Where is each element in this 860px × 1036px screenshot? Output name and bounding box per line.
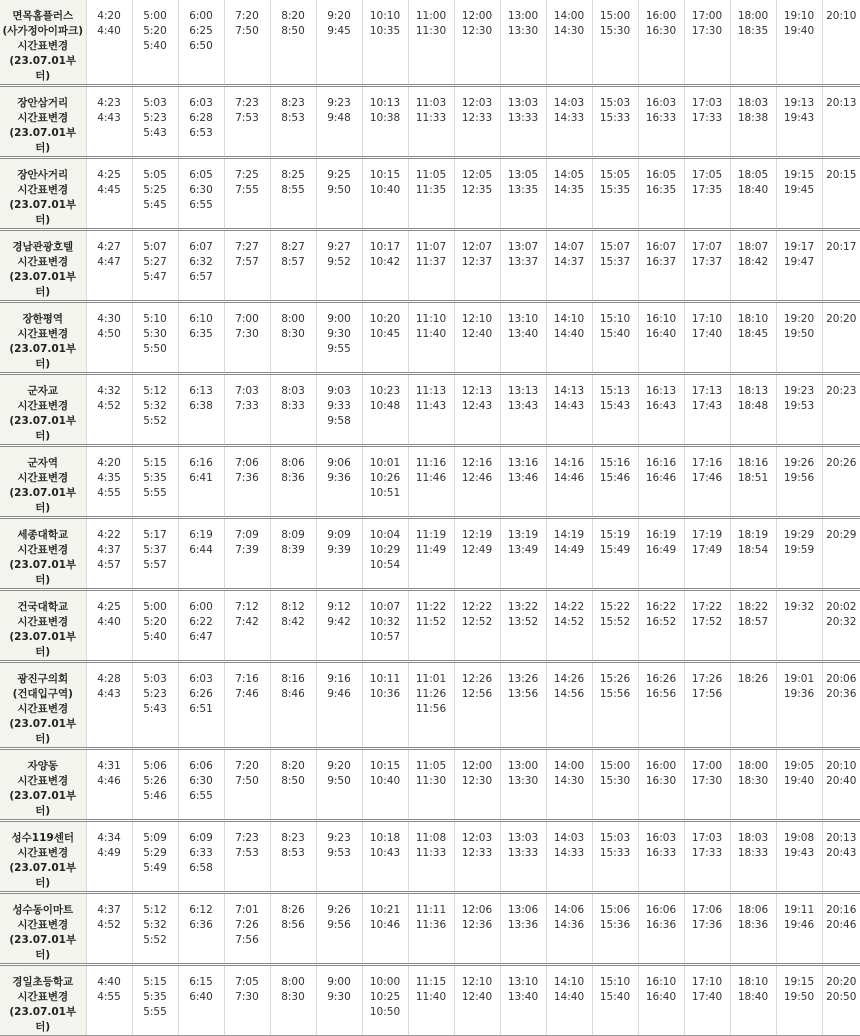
departure-time-cell: 18:06 18:36 (730, 893, 776, 965)
departure-time-cell: 4:34 4:49 (86, 821, 132, 893)
timetable-row (0, 230, 860, 302)
departure-time-cell: 12:03 12:33 (454, 821, 500, 893)
stop-name-cell: 자양동 시간표변경 (23.07.01부터) (0, 749, 86, 821)
timetable-row (0, 893, 860, 965)
departure-time-cell: 18:03 18:33 (730, 821, 776, 893)
departure-time-cell: 20:20 20:50 (822, 965, 860, 1036)
departure-time-cell: 13:13 13:43 (500, 374, 546, 446)
departure-time-cell: 5:09 5:29 5:49 (132, 821, 178, 893)
departure-time-cell: 18:03 18:38 (730, 86, 776, 158)
departure-time-cell: 6:15 6:40 (178, 965, 224, 1036)
departure-time-cell: 7:00 7:30 (224, 302, 270, 374)
departure-time-cell: 5:12 5:32 5:52 (132, 374, 178, 446)
departure-time-cell: 11:05 11:30 (408, 749, 454, 821)
departure-time-cell: 14:03 14:33 (546, 821, 592, 893)
departure-time-cell: 5:10 5:30 5:50 (132, 302, 178, 374)
departure-time-cell: 9:23 9:53 (316, 821, 362, 893)
departure-time-cell: 12:03 12:33 (454, 86, 500, 158)
departure-time-cell: 13:03 13:33 (500, 86, 546, 158)
departure-time-cell: 15:03 15:33 (592, 821, 638, 893)
departure-time-cell: 10:00 10:25 10:50 (362, 965, 408, 1036)
departure-time-cell: 6:16 6:41 (178, 446, 224, 518)
departure-time-cell: 18:19 18:54 (730, 518, 776, 590)
departure-time-cell: 16:16 16:46 (638, 446, 684, 518)
departure-time-cell: 15:06 15:36 (592, 893, 638, 965)
departure-time-cell: 4:30 4:50 (86, 302, 132, 374)
departure-time-cell: 5:00 5:20 5:40 (132, 0, 178, 86)
departure-time-cell: 18:22 18:57 (730, 590, 776, 662)
departure-time-cell: 11:08 11:33 (408, 821, 454, 893)
departure-time-cell: 18:13 18:48 (730, 374, 776, 446)
stop-name-cell: 장안사거리 시간표변경 (23.07.01부터) (0, 158, 86, 230)
departure-time-cell: 10:04 10:29 10:54 (362, 518, 408, 590)
departure-time-cell: 6:00 6:22 6:47 (178, 590, 224, 662)
departure-time-cell: 19:15 19:45 (776, 158, 822, 230)
departure-time-cell: 14:07 14:37 (546, 230, 592, 302)
timetable-row (0, 302, 860, 374)
timetable-row (0, 662, 860, 749)
departure-time-cell: 9:23 9:48 (316, 86, 362, 158)
departure-time-cell: 13:26 13:56 (500, 662, 546, 749)
departure-time-cell: 8:09 8:39 (270, 518, 316, 590)
departure-time-cell: 17:13 17:43 (684, 374, 730, 446)
departure-time-cell: 5:03 5:23 5:43 (132, 86, 178, 158)
stop-name-cell: 경남관광호텔 시간표변경 (23.07.01부터) (0, 230, 86, 302)
departure-time-cell: 14:22 14:52 (546, 590, 592, 662)
departure-time-cell: 11:13 11:43 (408, 374, 454, 446)
departure-time-cell: 8:25 8:55 (270, 158, 316, 230)
departure-time-cell: 11:10 11:40 (408, 302, 454, 374)
stop-name-cell: 세종대학교 시간표변경 (23.07.01부터) (0, 518, 86, 590)
departure-time-cell: 12:16 12:46 (454, 446, 500, 518)
departure-time-cell: 17:16 17:46 (684, 446, 730, 518)
departure-time-cell: 14:26 14:56 (546, 662, 592, 749)
departure-time-cell: 17:07 17:37 (684, 230, 730, 302)
departure-time-cell: 20:10 20:40 (822, 749, 860, 821)
departure-time-cell: 18:16 18:51 (730, 446, 776, 518)
departure-time-cell: 16:13 16:43 (638, 374, 684, 446)
departure-time-cell: 18:07 18:42 (730, 230, 776, 302)
departure-time-cell: 12:00 12:30 (454, 749, 500, 821)
departure-time-cell: 9:00 9:30 (316, 965, 362, 1036)
departure-time-cell: 6:10 6:35 (178, 302, 224, 374)
departure-time-cell: 15:22 15:52 (592, 590, 638, 662)
departure-time-cell: 13:19 13:49 (500, 518, 546, 590)
departure-time-cell: 11:07 11:37 (408, 230, 454, 302)
timetable-row (0, 86, 860, 158)
departure-time-cell: 6:03 6:28 6:53 (178, 86, 224, 158)
departure-time-cell: 15:26 15:56 (592, 662, 638, 749)
departure-time-cell: 15:16 15:46 (592, 446, 638, 518)
departure-time-cell: 15:07 15:37 (592, 230, 638, 302)
departure-time-cell: 5:15 5:35 5:55 (132, 446, 178, 518)
departure-time-cell: 6:00 6:25 6:50 (178, 0, 224, 86)
departure-time-cell: 20:02 20:32 (822, 590, 860, 662)
departure-time-cell: 19:26 19:56 (776, 446, 822, 518)
departure-time-cell: 4:32 4:52 (86, 374, 132, 446)
departure-time-cell: 20:13 (822, 86, 860, 158)
departure-time-cell: 4:40 4:55 (86, 965, 132, 1036)
departure-time-cell: 16:07 16:37 (638, 230, 684, 302)
departure-time-cell: 6:12 6:36 (178, 893, 224, 965)
departure-time-cell: 11:01 11:26 11:56 (408, 662, 454, 749)
departure-time-cell: 19:23 19:53 (776, 374, 822, 446)
departure-time-cell: 19:32 (776, 590, 822, 662)
departure-time-cell: 15:10 15:40 (592, 302, 638, 374)
departure-time-cell: 20:13 20:43 (822, 821, 860, 893)
departure-time-cell: 20:20 (822, 302, 860, 374)
departure-time-cell: 14:13 14:43 (546, 374, 592, 446)
departure-time-cell: 9:20 9:45 (316, 0, 362, 86)
departure-time-cell: 5:05 5:25 5:45 (132, 158, 178, 230)
departure-time-cell: 7:16 7:46 (224, 662, 270, 749)
departure-time-cell: 11:15 11:40 (408, 965, 454, 1036)
departure-time-cell: 16:00 16:30 (638, 749, 684, 821)
departure-time-cell: 18:10 18:45 (730, 302, 776, 374)
departure-time-cell: 12:10 12:40 (454, 302, 500, 374)
departure-time-cell: 5:06 5:26 5:46 (132, 749, 178, 821)
departure-time-cell: 19:13 19:43 (776, 86, 822, 158)
departure-time-cell: 14:03 14:33 (546, 86, 592, 158)
departure-time-cell: 17:03 17:33 (684, 86, 730, 158)
departure-time-cell: 7:23 7:53 (224, 821, 270, 893)
timetable-row (0, 518, 860, 590)
departure-time-cell: 4:25 4:45 (86, 158, 132, 230)
departure-time-cell: 9:12 9:42 (316, 590, 362, 662)
departure-time-cell: 13:05 13:35 (500, 158, 546, 230)
departure-time-cell: 10:23 10:48 (362, 374, 408, 446)
departure-time-cell: 11:11 11:36 (408, 893, 454, 965)
departure-time-cell: 10:13 10:38 (362, 86, 408, 158)
stop-name-cell: 건국대학교 시간표변경 (23.07.01부터) (0, 590, 86, 662)
departure-time-cell: 8:12 8:42 (270, 590, 316, 662)
departure-time-cell: 15:10 15:40 (592, 965, 638, 1036)
departure-time-cell: 7:27 7:57 (224, 230, 270, 302)
departure-time-cell: 4:31 4:46 (86, 749, 132, 821)
departure-time-cell: 11:16 11:46 (408, 446, 454, 518)
departure-time-cell: 12:13 12:43 (454, 374, 500, 446)
departure-time-cell: 8:06 8:36 (270, 446, 316, 518)
departure-time-cell: 5:17 5:37 5:57 (132, 518, 178, 590)
departure-time-cell: 13:16 13:46 (500, 446, 546, 518)
departure-time-cell: 16:26 16:56 (638, 662, 684, 749)
departure-time-cell: 6:19 6:44 (178, 518, 224, 590)
departure-time-cell: 10:01 10:26 10:51 (362, 446, 408, 518)
departure-time-cell: 14:16 14:46 (546, 446, 592, 518)
departure-time-cell: 19:20 19:50 (776, 302, 822, 374)
departure-time-cell: 19:10 19:40 (776, 0, 822, 86)
stop-name-cell: 성수동이마트 시간표변경 (23.07.01부터) (0, 893, 86, 965)
departure-time-cell: 9:16 9:46 (316, 662, 362, 749)
departure-time-cell: 19:29 19:59 (776, 518, 822, 590)
departure-time-cell: 6:13 6:38 (178, 374, 224, 446)
departure-time-cell: 14:10 14:40 (546, 965, 592, 1036)
departure-time-cell: 8:23 8:53 (270, 86, 316, 158)
departure-time-cell: 13:07 13:37 (500, 230, 546, 302)
departure-time-cell: 13:00 13:30 (500, 0, 546, 86)
departure-time-cell: 14:05 14:35 (546, 158, 592, 230)
departure-time-cell: 7:09 7:39 (224, 518, 270, 590)
departure-time-cell: 8:20 8:50 (270, 0, 316, 86)
departure-time-cell: 19:17 19:47 (776, 230, 822, 302)
departure-time-cell: 10:07 10:32 10:57 (362, 590, 408, 662)
departure-time-cell: 20:17 (822, 230, 860, 302)
departure-time-cell: 13:06 13:36 (500, 893, 546, 965)
departure-time-cell: 19:01 19:36 (776, 662, 822, 749)
departure-time-cell: 17:26 17:56 (684, 662, 730, 749)
departure-time-cell: 18:05 18:40 (730, 158, 776, 230)
timetable-row (0, 446, 860, 518)
departure-time-cell: 11:05 11:35 (408, 158, 454, 230)
departure-time-cell: 7:01 7:26 7:56 (224, 893, 270, 965)
departure-time-cell: 11:00 11:30 (408, 0, 454, 86)
departure-time-cell: 8:20 8:50 (270, 749, 316, 821)
timetable-row (0, 749, 860, 821)
departure-time-cell: 20:15 (822, 158, 860, 230)
departure-time-cell: 12:22 12:52 (454, 590, 500, 662)
departure-time-cell: 4:20 4:35 4:55 (86, 446, 132, 518)
timetable-row (0, 821, 860, 893)
departure-time-cell: 7:06 7:36 (224, 446, 270, 518)
departure-time-cell: 17:03 17:33 (684, 821, 730, 893)
departure-time-cell: 16:19 16:49 (638, 518, 684, 590)
departure-time-cell: 7:25 7:55 (224, 158, 270, 230)
departure-time-cell: 16:05 16:35 (638, 158, 684, 230)
departure-time-cell: 6:03 6:26 6:51 (178, 662, 224, 749)
departure-time-cell: 15:19 15:49 (592, 518, 638, 590)
departure-time-cell: 14:19 14:49 (546, 518, 592, 590)
departure-time-cell: 20:16 20:46 (822, 893, 860, 965)
departure-time-cell: 19:15 19:50 (776, 965, 822, 1036)
timetable-row (0, 965, 860, 1036)
departure-time-cell: 13:03 13:33 (500, 821, 546, 893)
departure-time-cell: 16:22 16:52 (638, 590, 684, 662)
departure-time-cell: 19:11 19:46 (776, 893, 822, 965)
departure-time-cell: 14:00 14:30 (546, 0, 592, 86)
stop-name-cell: 면목홈플러스 (사가정아이파크) 시간표변경 (23.07.01부터) (0, 0, 86, 86)
stop-name-cell: 군자역 시간표변경 (23.07.01부터) (0, 446, 86, 518)
departure-time-cell: 4:27 4:47 (86, 230, 132, 302)
departure-time-cell: 8:23 8:53 (270, 821, 316, 893)
departure-time-cell: 4:23 4:43 (86, 86, 132, 158)
departure-time-cell: 13:10 13:40 (500, 965, 546, 1036)
departure-time-cell: 15:03 15:33 (592, 86, 638, 158)
departure-time-cell: 6:07 6:32 6:57 (178, 230, 224, 302)
departure-time-cell: 11:22 11:52 (408, 590, 454, 662)
departure-time-cell: 10:10 10:35 (362, 0, 408, 86)
departure-time-cell: 18:26 (730, 662, 776, 749)
departure-time-cell: 4:28 4:43 (86, 662, 132, 749)
departure-time-cell: 10:11 10:36 (362, 662, 408, 749)
departure-time-cell: 12:06 12:36 (454, 893, 500, 965)
stop-name-cell: 군자교 시간표변경 (23.07.01부터) (0, 374, 86, 446)
departure-time-cell: 16:03 16:33 (638, 821, 684, 893)
stop-name-cell: 장한평역 시간표변경 (23.07.01부터) (0, 302, 86, 374)
departure-time-cell: 14:10 14:40 (546, 302, 592, 374)
departure-time-cell: 9:09 9:39 (316, 518, 362, 590)
departure-time-cell: 20:06 20:36 (822, 662, 860, 749)
departure-time-cell: 10:15 10:40 (362, 158, 408, 230)
departure-time-cell: 20:10 (822, 0, 860, 86)
departure-time-cell: 10:18 10:43 (362, 821, 408, 893)
departure-time-cell: 13:22 13:52 (500, 590, 546, 662)
departure-time-cell: 8:00 8:30 (270, 302, 316, 374)
departure-time-cell: 18:00 18:35 (730, 0, 776, 86)
departure-time-cell: 12:19 12:49 (454, 518, 500, 590)
departure-time-cell: 15:05 15:35 (592, 158, 638, 230)
departure-time-cell: 9:06 9:36 (316, 446, 362, 518)
departure-time-cell: 8:26 8:56 (270, 893, 316, 965)
departure-time-cell: 6:06 6:30 6:55 (178, 749, 224, 821)
departure-time-cell: 6:09 6:33 6:58 (178, 821, 224, 893)
departure-time-cell: 17:00 17:30 (684, 0, 730, 86)
departure-time-cell: 6:05 6:30 6:55 (178, 158, 224, 230)
departure-time-cell: 12:00 12:30 (454, 0, 500, 86)
departure-time-cell: 17:00 17:30 (684, 749, 730, 821)
departure-time-cell: 17:05 17:35 (684, 158, 730, 230)
departure-time-cell: 19:05 19:40 (776, 749, 822, 821)
departure-time-cell: 10:20 10:45 (362, 302, 408, 374)
departure-time-cell: 11:19 11:49 (408, 518, 454, 590)
departure-time-cell: 7:20 7:50 (224, 749, 270, 821)
departure-time-cell: 8:00 8:30 (270, 965, 316, 1036)
departure-time-cell: 17:19 17:49 (684, 518, 730, 590)
departure-time-cell: 8:03 8:33 (270, 374, 316, 446)
departure-time-cell: 17:10 17:40 (684, 302, 730, 374)
timetable-row (0, 0, 860, 86)
departure-time-cell: 9:20 9:50 (316, 749, 362, 821)
departure-time-cell: 9:25 9:50 (316, 158, 362, 230)
departure-time-cell: 20:29 (822, 518, 860, 590)
departure-time-cell: 9:03 9:33 9:58 (316, 374, 362, 446)
departure-time-cell: 9:00 9:30 9:55 (316, 302, 362, 374)
departure-time-cell: 15:00 15:30 (592, 749, 638, 821)
departure-time-cell: 13:00 13:30 (500, 749, 546, 821)
departure-time-cell: 4:37 4:52 (86, 893, 132, 965)
departure-time-cell: 5:07 5:27 5:47 (132, 230, 178, 302)
departure-time-cell: 9:27 9:52 (316, 230, 362, 302)
timetable-row (0, 590, 860, 662)
stop-name-cell: 광진구의회 (건대입구역) 시간표변경 (23.07.01부터) (0, 662, 86, 749)
departure-time-cell: 7:20 7:50 (224, 0, 270, 86)
departure-time-cell: 5:03 5:23 5:43 (132, 662, 178, 749)
departure-time-cell: 15:13 15:43 (592, 374, 638, 446)
departure-time-cell: 20:23 (822, 374, 860, 446)
departure-time-cell: 5:12 5:32 5:52 (132, 893, 178, 965)
departure-time-cell: 10:15 10:40 (362, 749, 408, 821)
departure-time-cell: 7:05 7:30 (224, 965, 270, 1036)
departure-time-cell: 17:22 17:52 (684, 590, 730, 662)
departure-time-cell: 16:10 16:40 (638, 965, 684, 1036)
departure-time-cell: 4:20 4:40 (86, 0, 132, 86)
departure-time-cell: 7:23 7:53 (224, 86, 270, 158)
departure-time-cell: 10:17 10:42 (362, 230, 408, 302)
departure-time-cell: 17:10 17:40 (684, 965, 730, 1036)
departure-time-cell: 8:27 8:57 (270, 230, 316, 302)
departure-time-cell: 18:00 18:30 (730, 749, 776, 821)
stop-name-cell: 장안삼거리 시간표변경 (23.07.01부터) (0, 86, 86, 158)
departure-time-cell: 17:06 17:36 (684, 893, 730, 965)
departure-time-cell: 12:05 12:35 (454, 158, 500, 230)
timetable-row (0, 374, 860, 446)
departure-time-cell: 12:07 12:37 (454, 230, 500, 302)
departure-time-cell: 14:06 14:36 (546, 893, 592, 965)
departure-time-cell: 20:26 (822, 446, 860, 518)
departure-time-cell: 19:08 19:43 (776, 821, 822, 893)
stop-name-cell: 경일초등학교 시간표변경 (23.07.01부터) (0, 965, 86, 1036)
departure-time-cell: 4:22 4:37 4:57 (86, 518, 132, 590)
departure-time-cell: 16:06 16:36 (638, 893, 684, 965)
departure-time-cell: 5:15 5:35 5:55 (132, 965, 178, 1036)
departure-time-cell: 7:12 7:42 (224, 590, 270, 662)
departure-time-cell: 14:00 14:30 (546, 749, 592, 821)
departure-time-cell: 8:16 8:46 (270, 662, 316, 749)
departure-time-cell: 16:10 16:40 (638, 302, 684, 374)
departure-time-cell: 4:25 4:40 (86, 590, 132, 662)
departure-time-cell: 11:03 11:33 (408, 86, 454, 158)
departure-time-cell: 15:00 15:30 (592, 0, 638, 86)
departure-time-cell: 18:10 18:40 (730, 965, 776, 1036)
stop-name-cell: 성수119센터 시간표변경 (23.07.01부터) (0, 821, 86, 893)
departure-time-cell: 16:03 16:33 (638, 86, 684, 158)
departure-time-cell: 9:26 9:56 (316, 893, 362, 965)
departure-time-cell: 10:21 10:46 (362, 893, 408, 965)
departure-time-cell: 12:10 12:40 (454, 965, 500, 1036)
departure-time-cell: 16:00 16:30 (638, 0, 684, 86)
departure-time-cell: 7:03 7:33 (224, 374, 270, 446)
departure-time-cell: 13:10 13:40 (500, 302, 546, 374)
departure-time-cell: 5:00 5:20 5:40 (132, 590, 178, 662)
timetable-row (0, 158, 860, 230)
departure-time-cell: 12:26 12:56 (454, 662, 500, 749)
